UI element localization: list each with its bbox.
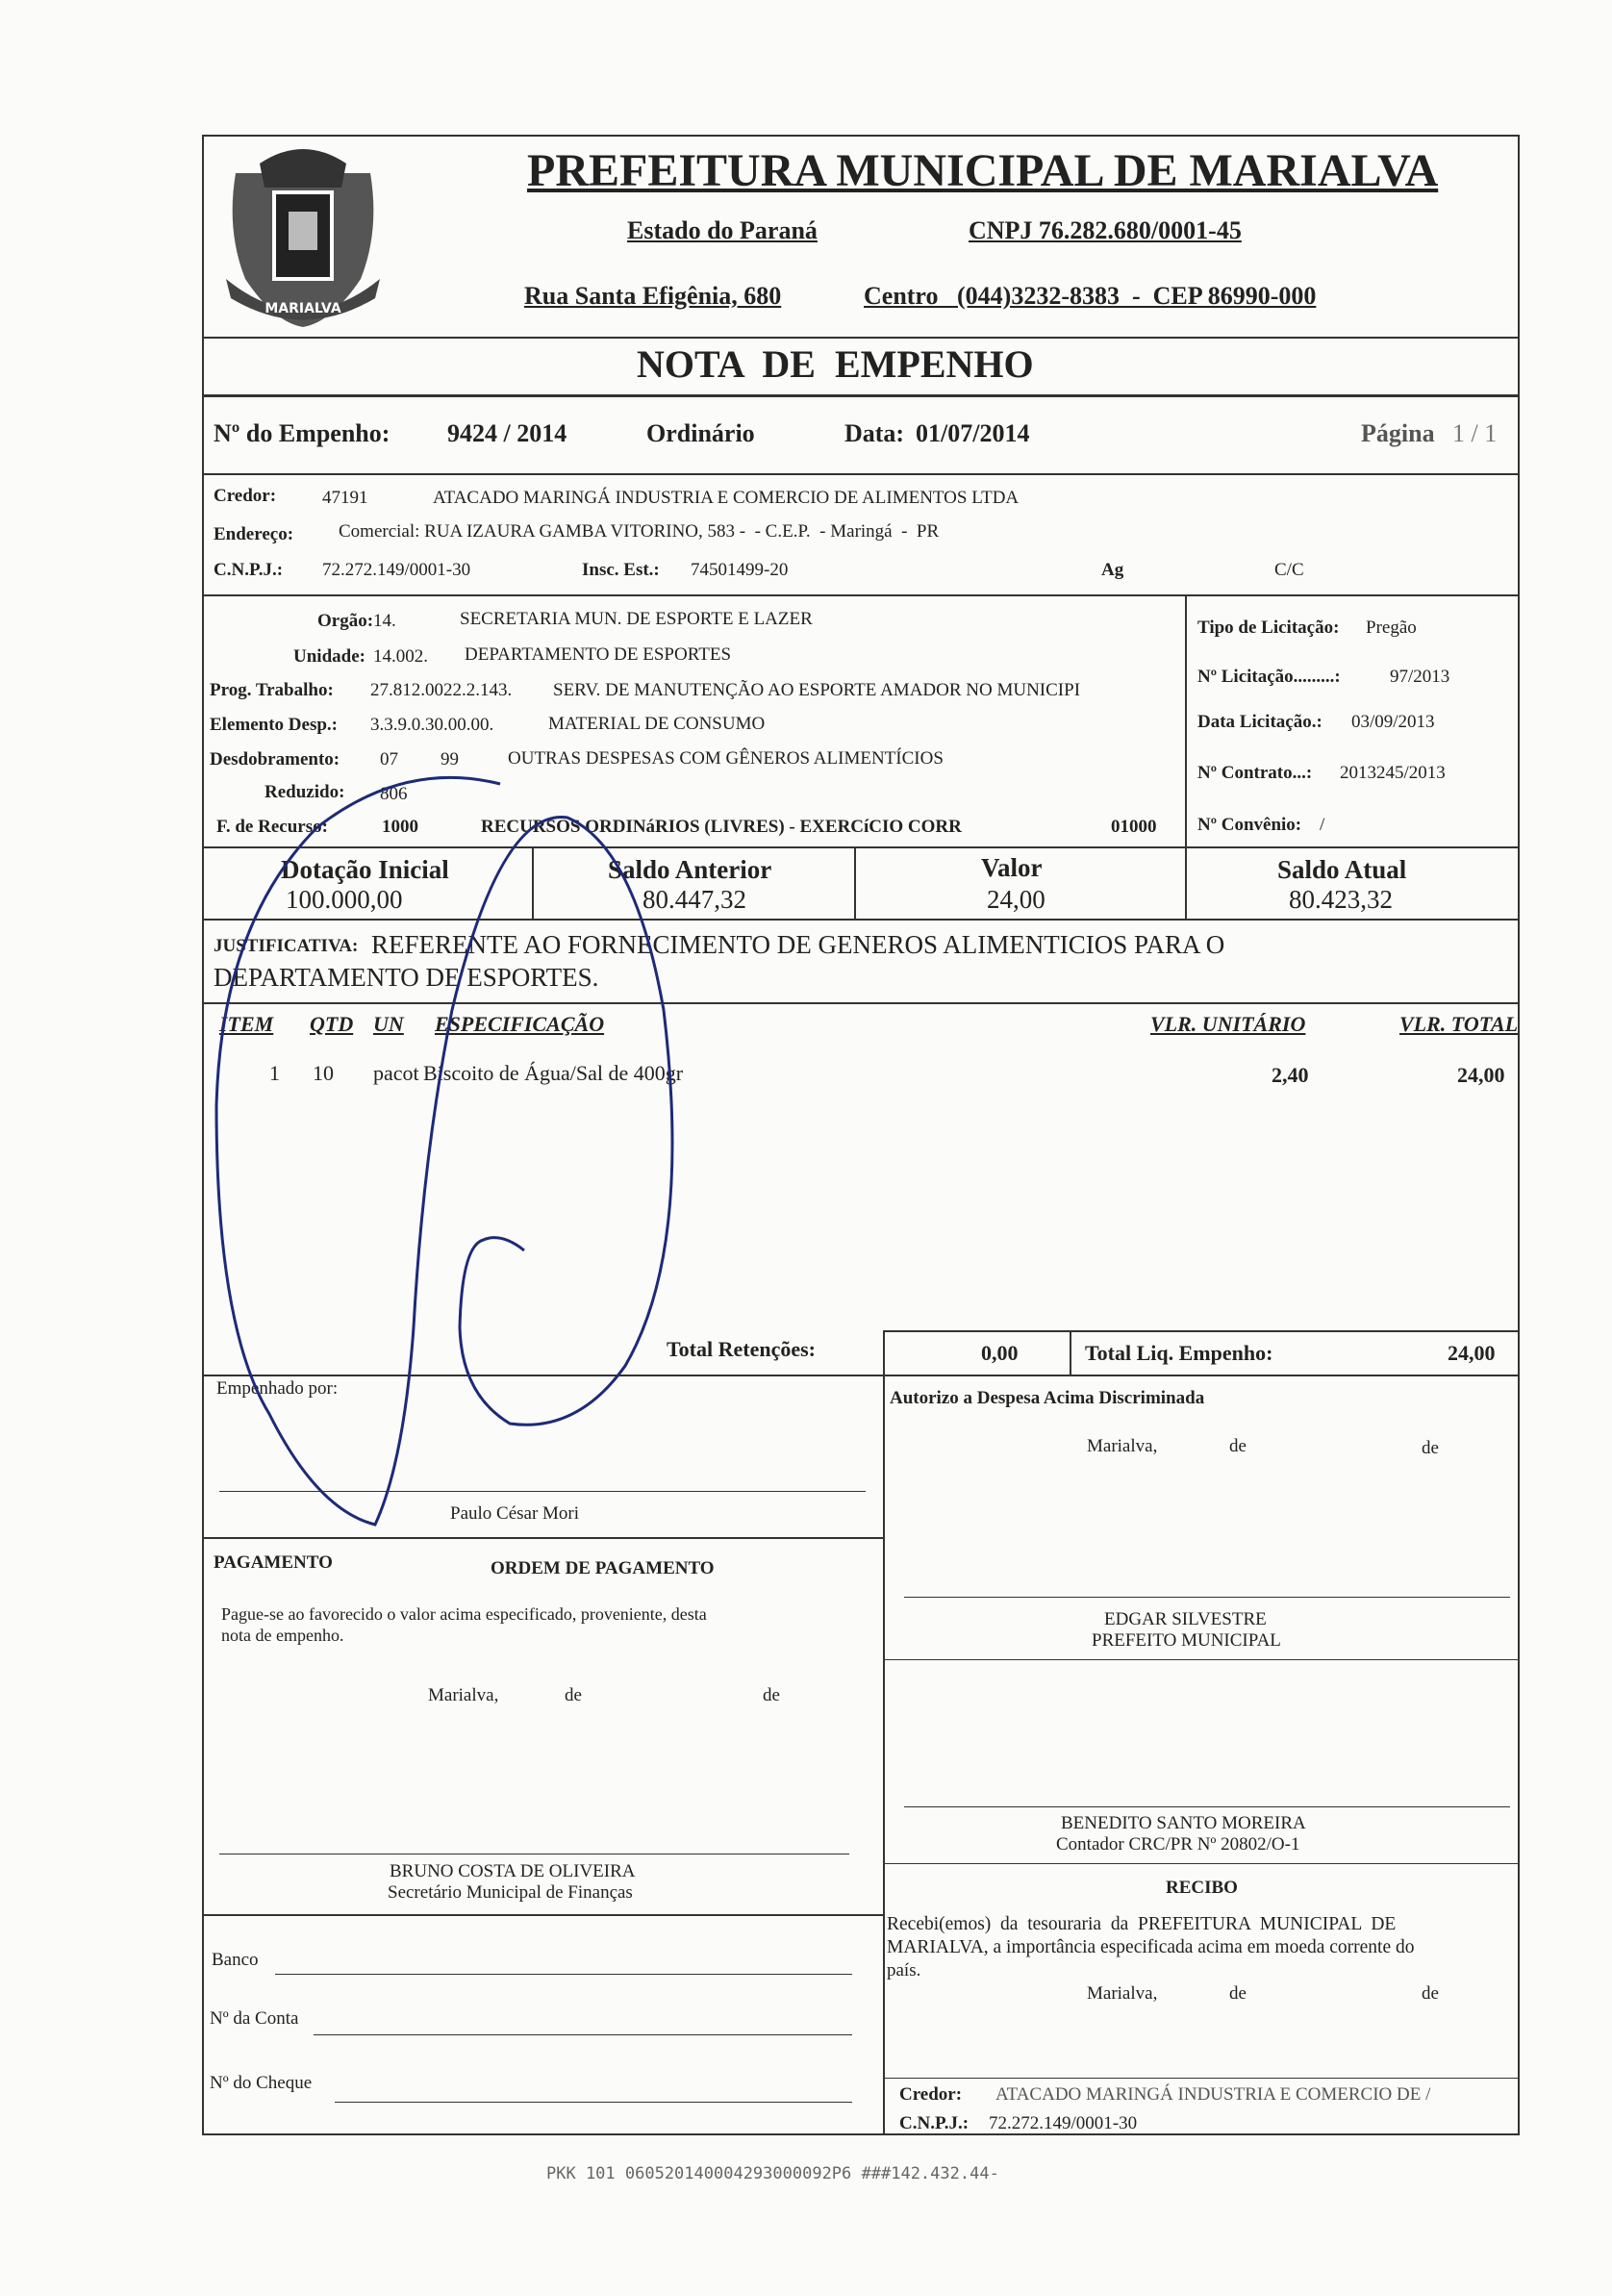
recibo-text3: país. bbox=[887, 1960, 921, 1981]
justificativa-label: JUSTIFICATIVA: bbox=[214, 936, 359, 956]
item-total-value: 24,00 bbox=[1457, 1063, 1505, 1087]
prog-code: 27.812.0022.2.143. bbox=[370, 680, 513, 700]
liq-value: 24,00 bbox=[1448, 1341, 1496, 1365]
col-total: VLR. TOTAL bbox=[1399, 1012, 1519, 1036]
desdobramento-a: 07 bbox=[380, 749, 398, 770]
saldo-anterior-label: Saldo Anterior bbox=[608, 855, 772, 884]
justificativa-line1: REFERENTE AO FORNECIMENTO DE GENEROS ALIMENTICIOS PARA O bbox=[371, 930, 1225, 959]
municipality-title: PREFEITURA MUNICIPAL DE MARIALVA bbox=[527, 145, 1439, 196]
empenho-number: 9424 / 2014 bbox=[447, 419, 567, 447]
saldo-atual-value: 80.423,32 bbox=[1289, 885, 1393, 914]
licitacao-tipo-label: Tipo de Licitação: bbox=[1197, 618, 1340, 638]
credor-address: Comercial: RUA IZAURA GAMBA VITORINO, 583 - - C.E.P. - Maringá - PR bbox=[339, 521, 940, 542]
col-item: ITEM bbox=[219, 1012, 274, 1036]
state-name: Estado do Paraná bbox=[627, 216, 818, 244]
recibo-cnpj: 72.272.149/0001-30 bbox=[989, 2113, 1138, 2133]
licitacao-tipo: Pregão bbox=[1366, 618, 1417, 638]
liq-label: Total Liq. Empenho: bbox=[1085, 1341, 1273, 1365]
prefeito-name: EDGAR SILVESTRE bbox=[1104, 1609, 1267, 1629]
banco-label: Banco bbox=[212, 1950, 259, 1970]
unidade-code: 14.002. bbox=[373, 646, 428, 667]
saldo-atual-label: Saldo Atual bbox=[1277, 855, 1407, 884]
recibo-label: RECIBO bbox=[1166, 1878, 1238, 1898]
credor-cnpj: 72.272.149/0001-30 bbox=[322, 560, 471, 580]
elemento-label: Elemento Desp.: bbox=[210, 715, 338, 735]
empenho-number-label: Nº do Empenho: bbox=[214, 419, 390, 447]
cheque-label: Nº do Cheque bbox=[210, 2073, 313, 2093]
dotacao-value: 100.000,00 bbox=[286, 885, 403, 914]
valor-value: 24,00 bbox=[987, 885, 1045, 914]
credor-name: ATACADO MARINGÁ INDUSTRIA E COMERCIO DE ALIMENTOS LTDA bbox=[433, 488, 1020, 508]
unidade-label: Unidade: bbox=[293, 646, 365, 667]
recibo-credor-label: Credor: bbox=[899, 2084, 963, 2105]
item-qtd: 10 bbox=[313, 1061, 334, 1085]
conta-label: Nº da Conta bbox=[210, 2008, 299, 2029]
valor-label: Valor bbox=[981, 853, 1043, 882]
col-spec: ESPECIFICAÇÃO bbox=[435, 1012, 605, 1036]
item-spec: Biscoito de Água/Sal de 400gr bbox=[423, 1061, 684, 1085]
retencoes-value: 0,00 bbox=[981, 1341, 1019, 1365]
recibo-cnpj-label: C.N.P.J.: bbox=[899, 2113, 970, 2133]
financas-signer-name: BRUNO COSTA DE OLIVEIRA bbox=[390, 1861, 636, 1881]
contrato-value: 2013245/2013 bbox=[1340, 763, 1446, 783]
header-contact: Centro (044)3232-8383 - CEP 86990-000 bbox=[864, 282, 1317, 310]
recurso-code2: 01000 bbox=[1111, 817, 1157, 837]
contador-name: BENEDITO SANTO MOREIRA bbox=[1061, 1813, 1306, 1833]
empenho-date: 01/07/2014 bbox=[916, 419, 1030, 447]
col-unit: VLR. UNITÁRIO bbox=[1150, 1012, 1306, 1036]
ag-label: Ag bbox=[1101, 560, 1124, 580]
justificativa-line2: DEPARTAMENTO DE ESPORTES. bbox=[214, 963, 599, 992]
recurso-name: RECURSOS ORDINáRIOS (LIVRES) - EXERCíCIO CORR bbox=[481, 817, 962, 837]
recibo-de2: de bbox=[1422, 1983, 1439, 2004]
convenio-label: Nº Convênio: bbox=[1197, 815, 1302, 835]
orgao-name: SECRETARIA MUN. DE ESPORTE E LAZER bbox=[460, 609, 813, 629]
desdobramento-b: 99 bbox=[441, 749, 459, 770]
recibo-credor: ATACADO MARINGÁ INDUSTRIA E COMERCIO DE / bbox=[995, 2084, 1431, 2105]
item-number: 1 bbox=[269, 1061, 280, 1085]
empenhado-name: Paulo César Mori bbox=[450, 1503, 580, 1524]
pagamento-place: Marialva, bbox=[428, 1685, 499, 1705]
pagamento-de2: de bbox=[763, 1685, 780, 1705]
desdobramento-name: OUTRAS DESPESAS COM GÊNEROS ALIMENTÍCIOS bbox=[508, 748, 944, 769]
saldo-anterior-value: 80.447,32 bbox=[642, 885, 746, 914]
autorizo-place: Marialva, bbox=[1087, 1436, 1158, 1456]
pagamento-de1: de bbox=[565, 1685, 582, 1705]
page-number: 1 / 1 bbox=[1452, 419, 1498, 447]
reduzido-label: Reduzido: bbox=[264, 782, 345, 802]
autorizo-label: Autorizo a Despesa Acima Discriminada bbox=[890, 1388, 1205, 1408]
empenhado-label: Empenhado por: bbox=[216, 1378, 339, 1399]
contrato-label: Nº Contrato...: bbox=[1197, 763, 1313, 783]
prog-label: Prog. Trabalho: bbox=[210, 680, 334, 700]
item-unit-value: 2,40 bbox=[1272, 1063, 1309, 1087]
pagamento-label: PAGAMENTO bbox=[214, 1552, 333, 1573]
empenho-date-label: Data: bbox=[844, 419, 905, 447]
pagamento-text1: Pague-se ao favorecido o valor acima especificado, proveniente, desta bbox=[221, 1604, 707, 1624]
item-un: pacot bbox=[373, 1061, 419, 1085]
orgao-code: 14. bbox=[373, 611, 396, 631]
insc-label: Insc. Est.: bbox=[582, 560, 660, 580]
pagamento-text2: nota de empenho. bbox=[221, 1626, 344, 1645]
retencoes-label: Total Retenções: bbox=[667, 1337, 816, 1361]
header-address: Rua Santa Efigênia, 680 bbox=[524, 282, 782, 310]
cc-label: C/C bbox=[1274, 560, 1304, 580]
col-qtd: QTD bbox=[310, 1012, 354, 1036]
document-title: NOTA DE EMPENHO bbox=[637, 342, 1034, 386]
elemento-code: 3.3.9.0.30.00.00. bbox=[370, 715, 494, 735]
licitacao-numero-label: Nº Licitação.........: bbox=[1197, 667, 1341, 687]
licitacao-data-label: Data Licitação.: bbox=[1197, 712, 1322, 732]
recibo-text1: Recebi(emos) da tesouraria da PREFEITURA MUNICIPAL DE bbox=[887, 1914, 1397, 1934]
page-label: Página bbox=[1361, 419, 1435, 447]
convenio-value: / bbox=[1320, 815, 1325, 835]
autorizo-de2: de bbox=[1422, 1438, 1439, 1458]
recibo-place: Marialva, bbox=[1087, 1983, 1158, 2004]
empenho-type: Ordinário bbox=[646, 419, 755, 447]
recurso-code: 1000 bbox=[382, 817, 418, 837]
dotacao-label: Dotação Inicial bbox=[281, 855, 449, 884]
licitacao-numero: 97/2013 bbox=[1390, 667, 1450, 687]
desdobramento-label: Desdobramento: bbox=[210, 749, 340, 770]
svg-text:MARIALVA: MARIALVA bbox=[264, 301, 341, 316]
elemento-name: MATERIAL DE CONSUMO bbox=[548, 714, 766, 734]
recibo-text2: MARIALVA, a importância especificada acima em moeda corrente do bbox=[887, 1937, 1415, 1957]
ordem-pagamento-label: ORDEM DE PAGAMENTO bbox=[491, 1558, 715, 1578]
autorizo-de1: de bbox=[1229, 1436, 1247, 1456]
footer-barcode-text: PKK 101 060520140004293000092P6 ###142.432.44- bbox=[546, 2164, 999, 2183]
col-un: UN bbox=[373, 1012, 404, 1036]
orgao-label: Orgão: bbox=[317, 611, 374, 631]
address-label: Endereço: bbox=[214, 524, 294, 544]
financas-signer-role: Secretário Municipal de Finanças bbox=[388, 1882, 633, 1903]
credor-code: 47191 bbox=[322, 488, 368, 508]
prefeito-role: PREFEITO MUNICIPAL bbox=[1092, 1630, 1281, 1651]
recibo-de1: de bbox=[1229, 1983, 1247, 2004]
header-cnpj: CNPJ 76.282.680/0001-45 bbox=[969, 216, 1242, 244]
reduzido-value: 806 bbox=[380, 784, 408, 804]
contador-role: Contador CRC/PR Nº 20802/O-1 bbox=[1056, 1834, 1300, 1854]
credor-label: Credor: bbox=[214, 486, 277, 506]
insc-value: 74501499-20 bbox=[691, 560, 789, 580]
credor-cnpj-label: C.N.P.J.: bbox=[214, 560, 284, 580]
recurso-label: F. de Recurso: bbox=[216, 817, 328, 837]
prog-name: SERV. DE MANUTENÇÃO AO ESPORTE AMADOR NO MUNICIPI bbox=[553, 680, 1081, 700]
unidade-name: DEPARTAMENTO DE ESPORTES bbox=[465, 644, 732, 665]
licitacao-data: 03/09/2013 bbox=[1351, 712, 1435, 732]
